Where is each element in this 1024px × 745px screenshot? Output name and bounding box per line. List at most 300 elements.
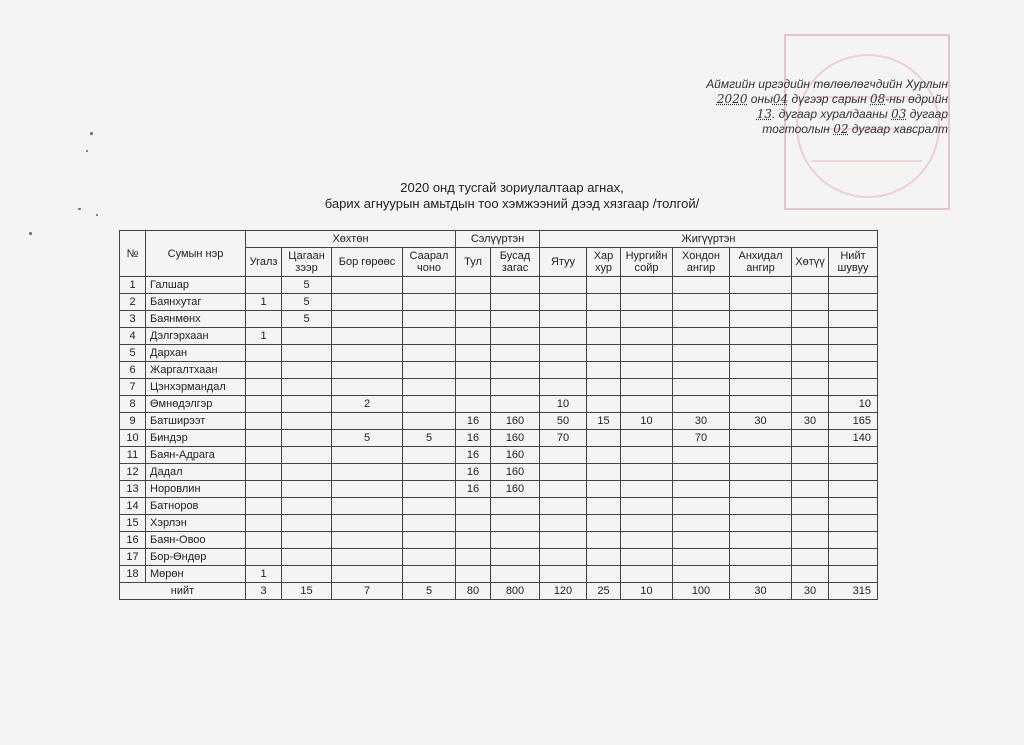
- quota-cell: [540, 532, 587, 549]
- quota-cell: [673, 532, 730, 549]
- species-header: Хөтүү: [792, 248, 829, 277]
- species-header: Ятуу: [540, 248, 587, 277]
- header-row-groups: [120, 231, 878, 248]
- total-row: [120, 583, 878, 600]
- quota-cell: [792, 277, 829, 294]
- quota-cell: [332, 277, 403, 294]
- quota-cell: [792, 549, 829, 566]
- quota-cell: [792, 430, 829, 447]
- quota-cell: [491, 311, 540, 328]
- quota-cell: [587, 294, 621, 311]
- quota-cell: [587, 379, 621, 396]
- quota-cell: [403, 362, 456, 379]
- quota-cell: [282, 413, 332, 430]
- quota-cell: [673, 447, 730, 464]
- quota-cell: [792, 379, 829, 396]
- quota-cell: [456, 345, 491, 362]
- quota-cell: 5: [332, 430, 403, 447]
- annex-line-2: [706, 92, 948, 107]
- quota-cell: 70: [673, 430, 730, 447]
- quota-cell: 1: [246, 294, 282, 311]
- table-row: [120, 328, 878, 345]
- species-header: Бусад загас: [491, 248, 540, 277]
- table-row: [120, 498, 878, 515]
- quota-cell: [829, 532, 878, 549]
- quota-cell: 1: [246, 328, 282, 345]
- quota-cell: [332, 464, 403, 481]
- quota-cell: [730, 345, 792, 362]
- group-header-mammals: Хөхтөн: [246, 231, 456, 248]
- total-cell: 315: [829, 583, 878, 600]
- quota-cell: [730, 430, 792, 447]
- scan-speck: [86, 150, 88, 152]
- quota-cell: [332, 311, 403, 328]
- total-cell: 3: [246, 583, 282, 600]
- quota-cell: [673, 396, 730, 413]
- quota-cell: [540, 566, 587, 583]
- quota-cell: [403, 328, 456, 345]
- soum-name: Баян-Адрага: [146, 447, 246, 464]
- quota-cell: [730, 498, 792, 515]
- annex-text: . дугаар хуралдааны: [772, 107, 892, 121]
- quota-cell: [587, 447, 621, 464]
- table-row: [120, 277, 878, 294]
- table-row: [120, 532, 878, 549]
- quota-cell: [540, 515, 587, 532]
- quota-cell: [587, 362, 621, 379]
- soum-name: Өмнөдэлгэр: [146, 396, 246, 413]
- quota-cell: 16: [456, 464, 491, 481]
- species-header: Нийт шувуу: [829, 248, 878, 277]
- quota-cell: [621, 294, 673, 311]
- quota-cell: [621, 549, 673, 566]
- quota-cell: [332, 379, 403, 396]
- soum-name: Дархан: [146, 345, 246, 362]
- quota-cell: [282, 345, 332, 362]
- quota-cell: [730, 532, 792, 549]
- quota-cell: [332, 515, 403, 532]
- quota-cell: [403, 532, 456, 549]
- quota-cell: [730, 362, 792, 379]
- soum-name: Жаргалтхаан: [146, 362, 246, 379]
- species-header: Тул: [456, 248, 491, 277]
- quota-cell: [540, 328, 587, 345]
- handwritten-session: 13: [756, 107, 773, 121]
- quota-cell: [246, 464, 282, 481]
- total-cell: 30: [792, 583, 829, 600]
- row-number: 6: [120, 362, 146, 379]
- species-header: Саарал чоно: [403, 248, 456, 277]
- quota-cell: [540, 481, 587, 498]
- quota-cell: [730, 311, 792, 328]
- soum-name: Галшар: [146, 277, 246, 294]
- quota-cell: [792, 498, 829, 515]
- quota-cell: 30: [730, 413, 792, 430]
- row-number: 15: [120, 515, 146, 532]
- quota-cell: [332, 328, 403, 345]
- quota-cell: [246, 447, 282, 464]
- quota-cell: [332, 549, 403, 566]
- quota-cell: [587, 481, 621, 498]
- quota-cell: [673, 515, 730, 532]
- quota-cell: [456, 362, 491, 379]
- quota-cell: [792, 515, 829, 532]
- quota-cell: [587, 430, 621, 447]
- quota-cell: [540, 311, 587, 328]
- quota-cell: [246, 498, 282, 515]
- row-number: 3: [120, 311, 146, 328]
- quota-cell: 10: [540, 396, 587, 413]
- quota-cell: 160: [491, 430, 540, 447]
- quota-cell: [540, 498, 587, 515]
- hunting-quota-table: [119, 230, 878, 600]
- quota-cell: 2: [332, 396, 403, 413]
- quota-cell: [282, 464, 332, 481]
- quota-cell: [491, 549, 540, 566]
- soum-name: Хэрлэн: [146, 515, 246, 532]
- quota-cell: [332, 447, 403, 464]
- row-number: 1: [120, 277, 146, 294]
- quota-cell: [282, 532, 332, 549]
- quota-cell: [792, 566, 829, 583]
- quota-cell: 1: [246, 566, 282, 583]
- quota-cell: [403, 464, 456, 481]
- quota-cell: [540, 294, 587, 311]
- quota-cell: [403, 515, 456, 532]
- quota-cell: [621, 532, 673, 549]
- quota-cell: [540, 379, 587, 396]
- quota-cell: [282, 549, 332, 566]
- table-body: [120, 277, 878, 600]
- quota-cell: [282, 328, 332, 345]
- quota-cell: [282, 430, 332, 447]
- quota-cell: 10: [621, 413, 673, 430]
- quota-cell: 160: [491, 481, 540, 498]
- group-header-birds: Жигүүртэн: [540, 231, 878, 248]
- quota-cell: [282, 566, 332, 583]
- quota-cell: [282, 379, 332, 396]
- quota-cell: [673, 498, 730, 515]
- row-number: 7: [120, 379, 146, 396]
- quota-cell: [621, 447, 673, 464]
- quota-cell: [456, 532, 491, 549]
- quota-cell: [587, 566, 621, 583]
- quota-cell: [587, 345, 621, 362]
- quota-cell: [246, 396, 282, 413]
- quota-cell: [332, 532, 403, 549]
- quota-cell: [673, 481, 730, 498]
- quota-cell: 70: [540, 430, 587, 447]
- quota-cell: [491, 498, 540, 515]
- scan-speck: [96, 214, 98, 216]
- annex-line-4: [706, 122, 948, 137]
- species-header: Угалз: [246, 248, 282, 277]
- handwritten-month: 04: [772, 92, 789, 106]
- quota-cell: [621, 379, 673, 396]
- stamp-mark: [812, 160, 922, 162]
- quota-cell: 15: [587, 413, 621, 430]
- quota-cell: [456, 328, 491, 345]
- soum-name: Биндэр: [146, 430, 246, 447]
- quota-cell: [621, 328, 673, 345]
- quota-cell: [673, 294, 730, 311]
- quota-cell: [829, 328, 878, 345]
- quota-cell: [730, 328, 792, 345]
- species-header: Хар хур: [587, 248, 621, 277]
- quota-cell: [621, 515, 673, 532]
- species-header: Бор гөрөөс: [332, 248, 403, 277]
- annex-note: [706, 77, 948, 137]
- species-header: Цагаан зээр: [282, 248, 332, 277]
- quota-cell: [332, 362, 403, 379]
- quota-cell: [829, 549, 878, 566]
- title-line-1: 2020 онд тусгай зориулалтаар агнах,: [400, 180, 624, 195]
- quota-cell: [829, 345, 878, 362]
- soum-name: Дадал: [146, 464, 246, 481]
- quota-cell: [829, 566, 878, 583]
- quota-cell: [792, 532, 829, 549]
- quota-cell: [403, 549, 456, 566]
- quota-cell: [491, 532, 540, 549]
- row-number: 5: [120, 345, 146, 362]
- annex-text: дугаар: [906, 107, 948, 121]
- quota-cell: [332, 566, 403, 583]
- quota-cell: [403, 294, 456, 311]
- quota-cell: [332, 481, 403, 498]
- row-number: 8: [120, 396, 146, 413]
- quota-cell: 140: [829, 430, 878, 447]
- quota-cell: [730, 277, 792, 294]
- table-row: [120, 362, 878, 379]
- quota-cell: [621, 362, 673, 379]
- species-header: Хондон ангир: [673, 248, 730, 277]
- quota-cell: [246, 481, 282, 498]
- species-header: Нургийн сойр: [621, 248, 673, 277]
- quota-cell: [540, 345, 587, 362]
- quota-cell: [332, 498, 403, 515]
- row-number: 17: [120, 549, 146, 566]
- table-row: [120, 481, 878, 498]
- total-cell: 100: [673, 583, 730, 600]
- quota-cell: [456, 294, 491, 311]
- quota-cell: 5: [282, 277, 332, 294]
- quota-cell: 160: [491, 464, 540, 481]
- total-label: нийт: [120, 583, 246, 600]
- table-row: [120, 294, 878, 311]
- quota-cell: [246, 413, 282, 430]
- scan-speck: [90, 132, 93, 135]
- quota-cell: [673, 328, 730, 345]
- quota-cell: [491, 379, 540, 396]
- row-number: 4: [120, 328, 146, 345]
- quota-cell: [491, 362, 540, 379]
- quota-cell: [829, 447, 878, 464]
- soum-name: Батноров: [146, 498, 246, 515]
- soum-name: Баянмөнх: [146, 311, 246, 328]
- quota-cell: [456, 311, 491, 328]
- quota-cell: 165: [829, 413, 878, 430]
- quota-cell: [246, 345, 282, 362]
- quota-cell: [491, 328, 540, 345]
- quota-cell: [246, 532, 282, 549]
- table-row: [120, 566, 878, 583]
- total-cell: 800: [491, 583, 540, 600]
- quota-cell: [621, 277, 673, 294]
- soum-name: Цэнхэрмандал: [146, 379, 246, 396]
- quota-cell: [792, 396, 829, 413]
- quota-cell: 16: [456, 413, 491, 430]
- quota-cell: [792, 294, 829, 311]
- quota-cell: [673, 277, 730, 294]
- quota-cell: [403, 447, 456, 464]
- scan-speck: [29, 232, 32, 235]
- quota-cell: [730, 566, 792, 583]
- quota-cell: [456, 498, 491, 515]
- quota-cell: [792, 362, 829, 379]
- quota-cell: [792, 464, 829, 481]
- quota-cell: [540, 464, 587, 481]
- row-number: 18: [120, 566, 146, 583]
- total-cell: 10: [621, 583, 673, 600]
- quota-cell: [587, 328, 621, 345]
- group-header-fish: Сэлүүртэн: [456, 231, 540, 248]
- soum-name: Баянхутаг: [146, 294, 246, 311]
- row-number: 2: [120, 294, 146, 311]
- quota-cell: [403, 311, 456, 328]
- annex-text: -ны өдрийн: [885, 92, 948, 106]
- quota-cell: [673, 311, 730, 328]
- quota-cell: [621, 396, 673, 413]
- quota-cell: [673, 379, 730, 396]
- handwritten-year: 2020: [716, 92, 748, 106]
- quota-cell: [792, 345, 829, 362]
- quota-cell: [491, 566, 540, 583]
- quota-cell: [673, 566, 730, 583]
- quota-cell: [403, 379, 456, 396]
- quota-cell: [282, 362, 332, 379]
- table-row: [120, 549, 878, 566]
- table-row: [120, 515, 878, 532]
- soum-name: Мөрөн: [146, 566, 246, 583]
- quota-cell: [792, 447, 829, 464]
- quota-cell: [587, 277, 621, 294]
- quota-cell: [332, 294, 403, 311]
- total-cell: 120: [540, 583, 587, 600]
- quota-cell: [403, 481, 456, 498]
- total-cell: 15: [282, 583, 332, 600]
- handwritten-annex-no: 02: [833, 122, 849, 136]
- total-cell: 80: [456, 583, 491, 600]
- row-number: 14: [120, 498, 146, 515]
- quota-cell: [456, 379, 491, 396]
- quota-cell: [282, 396, 332, 413]
- quota-cell: [403, 413, 456, 430]
- quota-cell: [403, 396, 456, 413]
- quota-cell: 30: [792, 413, 829, 430]
- table-row: [120, 413, 878, 430]
- col-no-header: №: [120, 231, 146, 277]
- quota-cell: [246, 362, 282, 379]
- annex-text: оны: [747, 92, 773, 106]
- quota-cell: 16: [456, 430, 491, 447]
- quota-cell: 16: [456, 481, 491, 498]
- quota-cell: [730, 396, 792, 413]
- quota-cell: [456, 549, 491, 566]
- table-row: [120, 379, 878, 396]
- quota-cell: [730, 379, 792, 396]
- row-number: 11: [120, 447, 146, 464]
- quota-cell: [246, 379, 282, 396]
- table-row: [120, 464, 878, 481]
- quota-cell: [456, 515, 491, 532]
- quota-cell: [621, 311, 673, 328]
- quota-cell: [491, 345, 540, 362]
- quota-cell: [403, 345, 456, 362]
- quota-cell: [282, 515, 332, 532]
- quota-cell: [621, 481, 673, 498]
- quota-cell: [621, 430, 673, 447]
- total-cell: 30: [730, 583, 792, 600]
- quota-cell: [456, 277, 491, 294]
- quota-cell: [673, 345, 730, 362]
- quota-cell: [673, 464, 730, 481]
- quota-cell: [540, 362, 587, 379]
- quota-cell: [587, 532, 621, 549]
- quota-cell: [621, 345, 673, 362]
- handwritten-resolution: 03: [891, 107, 907, 121]
- quota-cell: [621, 566, 673, 583]
- quota-cell: [730, 464, 792, 481]
- quota-cell: [730, 447, 792, 464]
- quota-cell: [829, 498, 878, 515]
- quota-cell: [673, 549, 730, 566]
- quota-cell: [332, 345, 403, 362]
- quota-cell: [829, 464, 878, 481]
- quota-cell: [792, 311, 829, 328]
- table-row: [120, 396, 878, 413]
- col-name-header: Сумын нэр: [146, 231, 246, 277]
- quota-cell: [332, 413, 403, 430]
- quota-cell: [621, 464, 673, 481]
- row-number: 9: [120, 413, 146, 430]
- quota-cell: [246, 515, 282, 532]
- quota-cell: [792, 481, 829, 498]
- annex-text: тогтоолын: [762, 122, 834, 136]
- quota-cell: [246, 311, 282, 328]
- title-line-2: барих агнуурын амьтдын тоо хэмжээний дээд хязгаар /толгой/: [324, 196, 700, 211]
- quota-cell: [403, 498, 456, 515]
- table-row: [120, 447, 878, 464]
- quota-cell: [730, 515, 792, 532]
- soum-name: Дэлгэрхаан: [146, 328, 246, 345]
- quota-cell: [673, 362, 730, 379]
- quota-cell: [829, 515, 878, 532]
- quota-cell: [730, 481, 792, 498]
- quota-cell: [829, 481, 878, 498]
- quota-cell: [540, 549, 587, 566]
- quota-cell: 16: [456, 447, 491, 464]
- quota-cell: [282, 498, 332, 515]
- annex-text: дугаар хавсралт: [848, 122, 948, 136]
- quota-cell: [587, 311, 621, 328]
- quota-cell: [587, 549, 621, 566]
- quota-cell: [587, 498, 621, 515]
- quota-cell: [282, 447, 332, 464]
- quota-cell: [246, 549, 282, 566]
- quota-cell: [456, 566, 491, 583]
- quota-cell: [829, 362, 878, 379]
- quota-cell: 5: [282, 311, 332, 328]
